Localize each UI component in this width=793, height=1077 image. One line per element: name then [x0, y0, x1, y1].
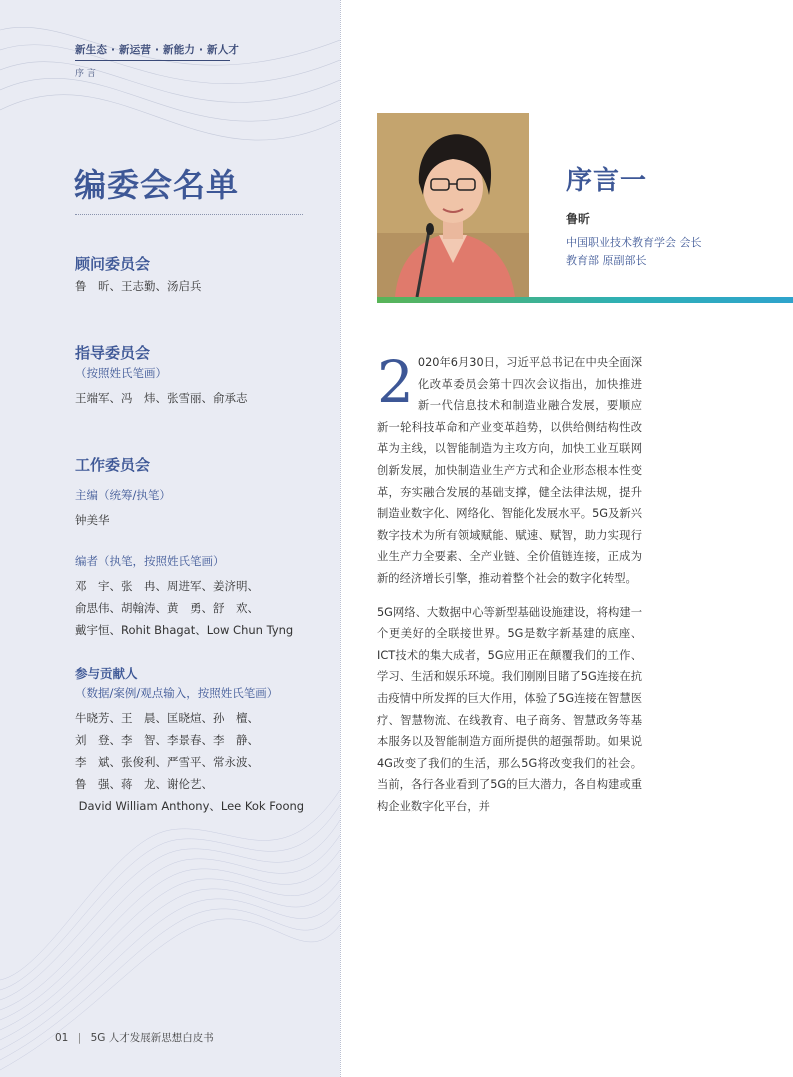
contributors-line: David William Anthony、Lee Kok Foong [75, 799, 305, 813]
advisory-heading: 顾问委员会 [75, 255, 151, 273]
page-title: 编委会名单 [74, 166, 240, 204]
footer-separator: | [77, 1032, 82, 1044]
author-role: 中国职业技术教育学会 会长 [566, 236, 702, 249]
contributors-line: 牛晓芳、王 晨、匡晓煊、孙 檀、 [75, 711, 259, 725]
contributors-heading: 参与贡献人 [75, 666, 138, 681]
author-photo [377, 113, 529, 297]
contributors-line: 鲁 强、蒋 龙、谢伦艺、 [75, 777, 213, 791]
paragraph: 5G网络、大数据中心等新型基础设施建设，将构建一个更美好的全联接世界。5G是数字新基建的底座、ICT技术的集大成者，5G应用正在颠覆我们的工作、学习、生活和娱乐环境。我们刚刚目睹了5G连接在抗击疫情中所发挥的巨大作用，体验了5G连接在智慧医疗、智慧物流、在线教育、电子商务、智慧政务等基本服务以及智能制造方面所提供的超强帮助。如果说4G改变了我们的生活，那么5G将改变我们的社会。当前，各行各业看到了5G的巨大潜力，各自构建或重构企业数字化平台，并 [377, 605, 642, 813]
section-label: 序 言 [75, 69, 96, 79]
steering-members: 王端军、冯 炜、张雪丽、俞承志 [75, 391, 248, 405]
series-title: 新生态 · 新运营 · 新能力 · 新人才 [75, 44, 240, 56]
paragraph [377, 348, 642, 590]
editors-line: 邓 宇、张 冉、周进军、姜济明、 [75, 579, 259, 593]
chief-editor-names: 钟美华 [75, 513, 110, 527]
accent-bar [377, 297, 793, 303]
editors-label: 编者（执笔，按照姓氏笔画） [75, 554, 225, 568]
paragraph-text: 020年6月30日，习近平总书记在中央全面深化改革委员会第十四次会议指出，加快推进新一代信息技术和制造业融合发展，要顺应新一轮科技革命和产业变革趋势，以供给侧结构性改革为主线，以智能制造为主攻方向，加快工业互联网创新发展，加快制造业生产方式和企业形态根本性变革，夯实融合发展的基础支撑，健全法律法规，提升制造业数字化、网络化、智能化发展水平。5G及新兴数字技术为所有领域赋能、赋速、赋智，助力实现行业生产力全要素、全产业链、全价值链连接，正成为新的经济增长引擎，推动着整个社会的数字化转型。 [377, 356, 642, 585]
contributors-names [75, 707, 304, 817]
footer-title: 5G 人才发展新思想白皮书 [90, 1032, 214, 1044]
working-heading: 工作委员会 [75, 456, 151, 474]
page-footer [55, 1030, 214, 1045]
preface-title: 序言一 [566, 166, 648, 196]
contributors-line: 李 斌、张俊利、严雪平、常永波、 [75, 755, 259, 769]
committee-panel [0, 0, 340, 1077]
editors-line: 俞思伟、胡翰涛、黄 勇、舒 欢、 [75, 601, 259, 615]
chief-editor-label: 主编（统筹/执笔） [75, 488, 171, 502]
contributors-line: 刘 登、李 智、李景春、李 静、 [75, 733, 259, 747]
header-rule [75, 60, 230, 61]
advisory-members: 鲁 昕、王志勤、汤启兵 [75, 279, 202, 293]
editors-names [75, 575, 293, 641]
page-number: 01 [55, 1032, 69, 1044]
drop-cap: 2 [377, 348, 414, 416]
author-role: 教育部 原副部长 [566, 254, 647, 267]
title-divider [75, 214, 303, 215]
preface-body [377, 348, 642, 829]
steering-heading: 指导委员会 [75, 344, 151, 362]
steering-note: （按照姓氏笔画） [75, 366, 167, 380]
portrait-illustration [377, 113, 529, 297]
editors-line: 戴宇恒、Rohit Bhagat、Low Chun Tyng [75, 623, 294, 637]
author-name: 鲁昕 [566, 212, 591, 226]
contributors-note: （数据/案例/观点输入，按照姓氏笔画） [75, 686, 279, 700]
column-divider [340, 0, 341, 1077]
